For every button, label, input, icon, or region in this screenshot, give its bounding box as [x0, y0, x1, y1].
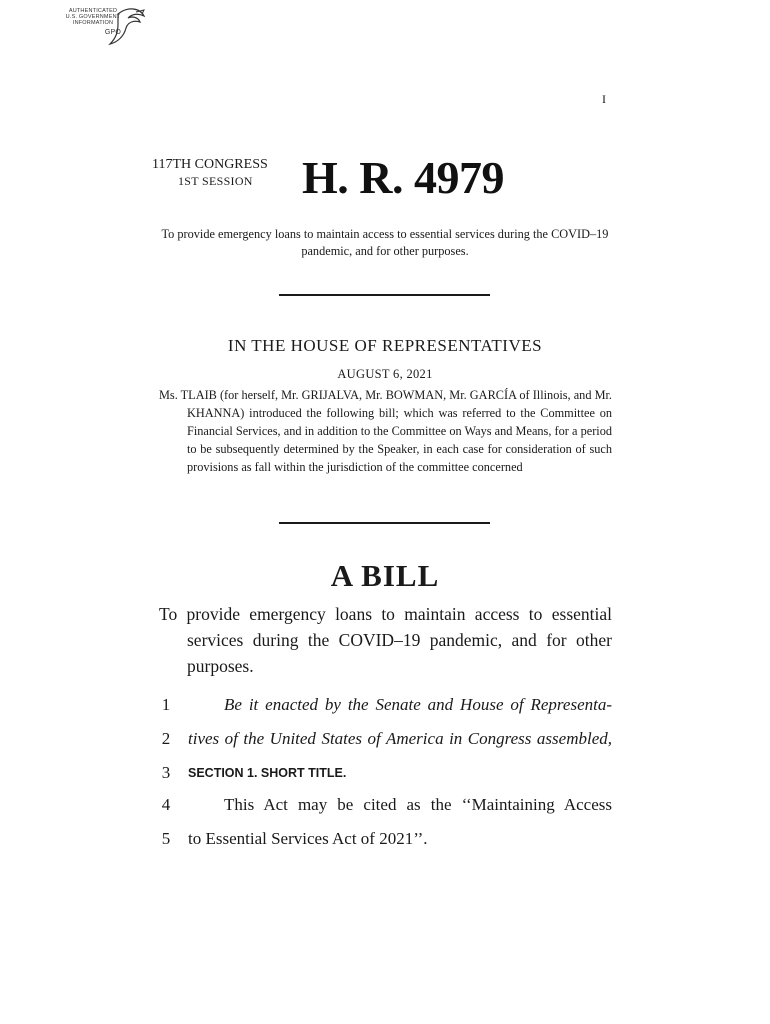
line-number: 3	[161, 763, 171, 782]
divider-rule	[279, 522, 490, 524]
session-label: 1ST SESSION	[178, 174, 253, 188]
bill-heading: A BILL	[330, 558, 440, 593]
bill-number: H. R. 4979	[302, 152, 504, 203]
line-number: 4	[161, 795, 171, 814]
introduction-date: AUGUST 6, 2021	[337, 367, 433, 381]
bill-line	[0, 829, 770, 861]
gpo-authentication-seal	[58, 4, 150, 48]
house-heading: IN THE HOUSE OF REPRESENTATIVES	[227, 336, 543, 355]
seal-line-3: INFORMATION	[72, 20, 114, 26]
divider-rule	[279, 294, 490, 296]
line-number: 2	[161, 729, 171, 748]
seal-line-2: U.S. GOVERNMENT	[65, 14, 121, 20]
page-marker: I	[602, 92, 606, 106]
bill-line	[0, 729, 770, 761]
seal-line-1: AUTHENTICATED	[68, 8, 118, 14]
bill-line	[0, 795, 770, 827]
seal-line-4: GPO	[104, 29, 122, 36]
line-text: to Essential Services Act of 2021’’.	[188, 829, 428, 848]
section-heading: SECTION 1. SHORT TITLE.	[188, 766, 347, 780]
line-text: Be it enacted by the Senate and House of Representa-	[224, 695, 612, 714]
line-text: tives of the United States of America in Congress assembled,	[188, 729, 612, 748]
line-text: This Act may be cited as the ‘‘Maintaining Access	[224, 795, 612, 814]
line-number: 1	[161, 695, 171, 714]
long-title: To provide emergency loans to maintain access to essential services during the COVID–19 pandemic, and for other purposes.	[159, 604, 612, 676]
bill-line	[0, 763, 770, 795]
line-number: 5	[161, 829, 171, 848]
congress-label: 117TH CONGRESS	[152, 157, 268, 172]
introduction-paragraph: Ms. TLAIB (for herself, Mr. GRIJALVA, Mr. BOWMAN, Mr. GARCÍA of Illinois, and Mr. KHANNA) introduced the following bill; which was referred to the Committee on Financial Services, and in addition to the Committee on Ways and Means, for a period to be subsequently determined by the Speaker, in each case for consideration of such provisions as fall within the jurisdiction of the committee concerned	[159, 388, 612, 474]
short-purpose: To provide emergency loans to maintain access to essential services during the COVID–19 pandemic, and for other purposes.	[161, 227, 609, 258]
bill-line	[0, 695, 770, 727]
